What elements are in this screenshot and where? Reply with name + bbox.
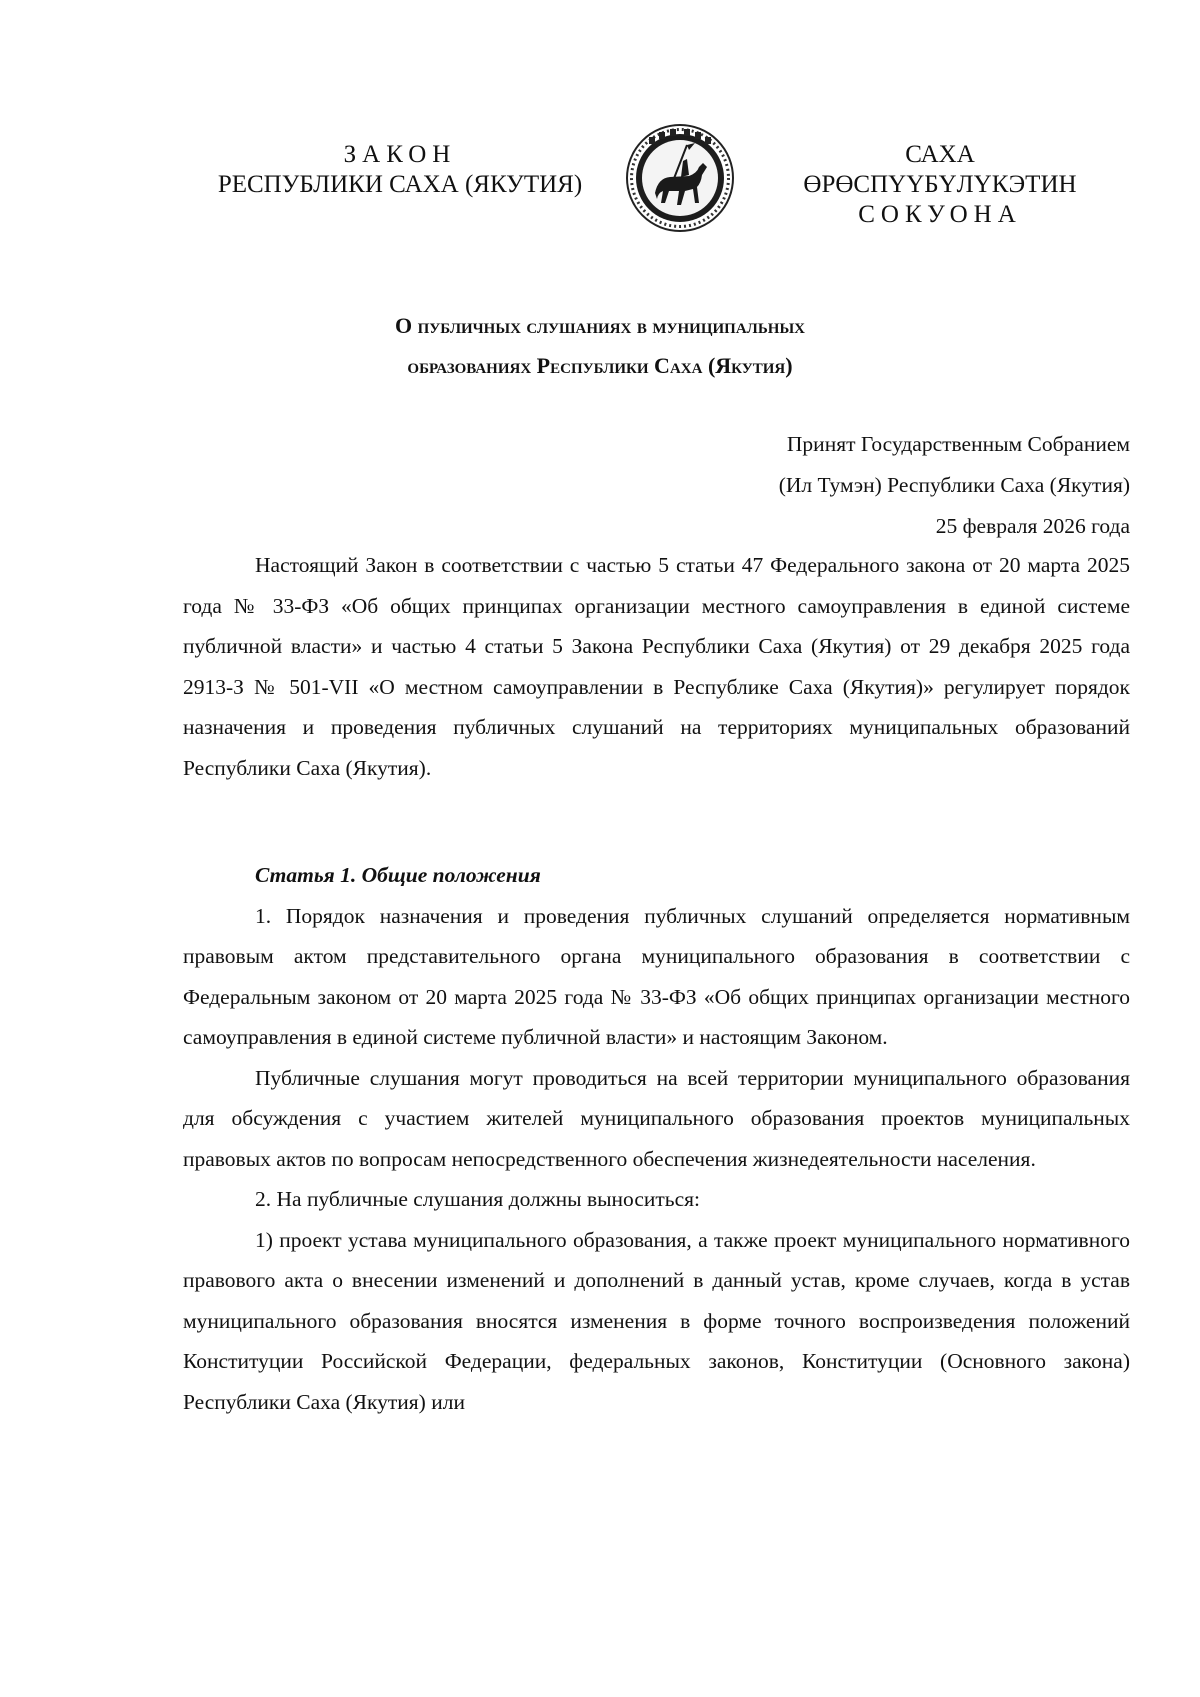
header-left-line1: ЗАКОН: [343, 141, 457, 168]
adoption-line2: (Ил Тумэн) Республики Саха (Якутия): [778, 473, 1130, 497]
law-title-line2: образованиях Республики Саха (Якутия): [407, 353, 793, 378]
adoption-line1: Принят Государственным Собранием: [786, 432, 1130, 456]
header-left-line2: РЕСПУБЛИКИ САХА (ЯКУТИЯ): [217, 171, 583, 198]
article-1-heading: Статья 1. Общие положения: [255, 863, 541, 887]
adoption-info: [779, 424, 1130, 547]
adoption-date: 25 февраля 2026 года: [935, 514, 1130, 538]
header-right-line2: СОКУОНА: [858, 201, 1022, 228]
preamble-paragraph: Настоящий Закон в соответствии с частью 5 статьи 47 Федерального закона от 20 марта 2025 года № 33-ФЗ «Об общих принципах организации местного самоуправления в единой системе публичной власти» и частью 4 статьи 5 Закона Республики Саха (Якутия) от 29 декабря 2025 года 2913-З № 501-VII «О местном самоуправлении в Республике Саха (Якутия)» регулирует порядок назначения и проведения публичных слушаний на территориях муниципальных образований Республики Саха (Якутия).: [183, 553, 1130, 780]
yakutia-coat-of-arms-icon: [625, 123, 735, 233]
header-right: [770, 140, 1110, 230]
article-1: [183, 855, 1130, 1422]
article-1-paragraph-1: 1. Порядок назначения и проведения публичных слушаний определяется нормативным правовым актом представительного органа муниципального образования в соответствии с Федеральным законом от 20 марта 2025 года № 33-ФЗ «Об общих принципах организации местного самоуправления в единой системе публичной власти» и настоящим Законом.: [183, 903, 1130, 1049]
law-title: [160, 306, 1040, 386]
law-title-line1: О публичных слушаниях в муниципальных: [394, 313, 806, 338]
article-1-paragraph-3: 2. На публичные слушания должны выноситься:: [255, 1187, 700, 1211]
article-1-paragraph-4: 1) проект устава муниципального образования, а также проект муниципального нормативного правового акта о внесении изменений и дополнений в данный устав, кроме случаев, когда в устав муниципального образования вносятся изменения в форме точного воспроизведения положений Конституции Российской Федерации, федеральных законов, Конституции (Основного закона) Республики Саха (Якутия) или: [183, 1227, 1130, 1414]
article-1-paragraph-2: Публичные слушания могут проводиться на всей территории муниципального образования для обсуждения с участием жителей муниципального образования проектов муниципальных правовых актов по вопросам непосредственного обеспечения жизнедеятельности населения.: [183, 1065, 1130, 1171]
header-right-line1: САХА ӨРӨСПҮҮБҮЛҮКЭТИН: [803, 141, 1077, 198]
header-left: [200, 140, 600, 200]
preamble-block: [183, 545, 1130, 788]
